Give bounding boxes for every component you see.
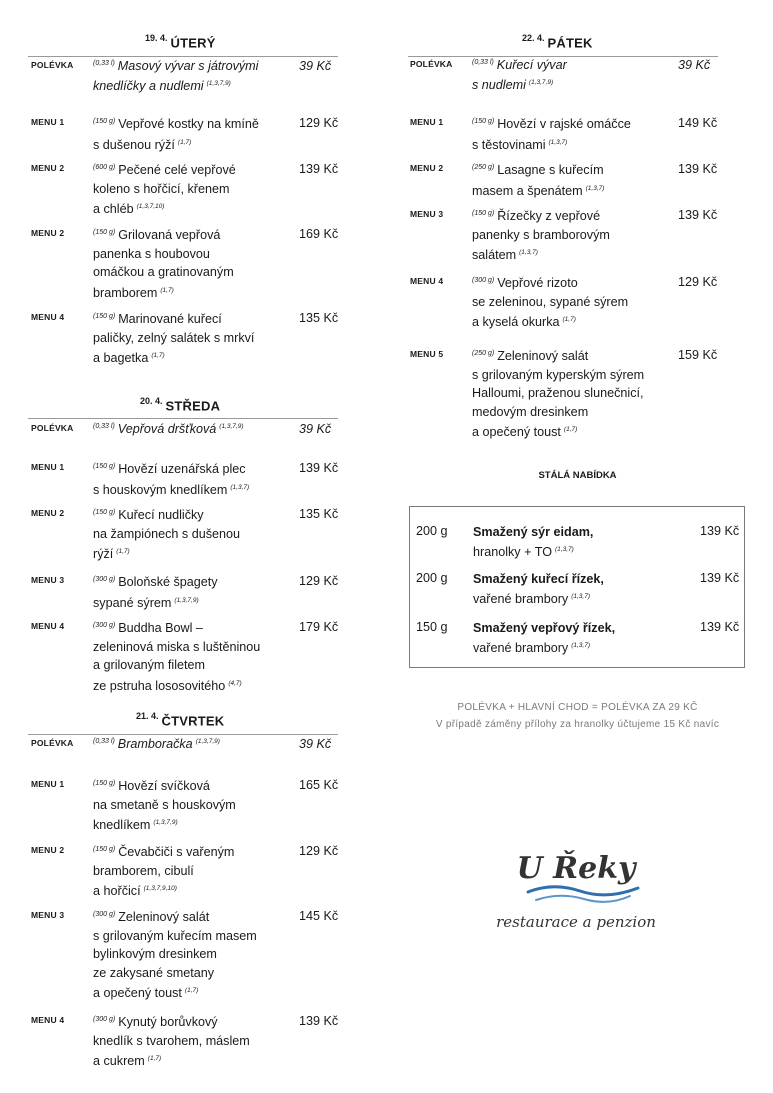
- allergen-codes: (1,3,7,9): [195, 738, 220, 745]
- dish-price: 39 Kč: [299, 59, 332, 73]
- dish-text-line: a kyselá okurka: [472, 315, 560, 330]
- menu-dish: [93, 571, 218, 612]
- allergen-codes: (1,3,7,9): [219, 423, 244, 430]
- dish-price: 169 Kč: [299, 227, 339, 241]
- dish-text-line: Marinované kuřecí: [118, 312, 222, 327]
- menu-label: MENU 1: [31, 462, 65, 472]
- soup-combo-note: POLÉVKA + HLAVNÍ CHOD = POLÉVKA ZA 29 KČ: [457, 702, 698, 713]
- dish-weight: (300 g): [93, 576, 116, 583]
- dish-weight: (250 g): [472, 350, 495, 357]
- allergen-codes: (1,3,7): [585, 184, 605, 192]
- allergen-codes: (1,7): [177, 138, 192, 146]
- restaurant-logo: [488, 838, 663, 938]
- dish-text-line: Řízečky z vepřové: [497, 209, 601, 224]
- soup-dish: [93, 55, 258, 95]
- dish-text-line: rýží: [93, 547, 114, 562]
- dish-weight: (0,33 l): [472, 59, 494, 66]
- dish-text-line: medovým dresinkem: [472, 404, 589, 419]
- dish-text-line: s nudlemi: [472, 78, 526, 93]
- day-heading: $^{21. 4.}$ ČTVRTEK: [136, 711, 225, 729]
- dish-text-line: Masový vývar s játrovými: [117, 59, 259, 74]
- dish-text-line: ze zakysané smetany: [93, 965, 215, 980]
- allergen-codes: (1,3,7,9): [153, 819, 178, 827]
- standing-item-weight: 200 g: [416, 524, 448, 538]
- menu-label: MENU 2: [410, 163, 444, 173]
- dish-text-line: a grilovaným filetem: [93, 658, 205, 673]
- dish-price: 139 Kč: [299, 162, 339, 176]
- menu-dish: [93, 159, 236, 219]
- dish-text-line: s grilovaným kyperským sýrem: [472, 367, 645, 382]
- menu-label: MENU 3: [410, 209, 444, 219]
- dish-text-line: Hovězí v rajské omáčce: [497, 117, 631, 132]
- dish-text-line: Kynutý borůvkový: [118, 1015, 218, 1030]
- menu-label: MENU 2: [31, 228, 65, 238]
- allergen-codes: (1,7): [160, 286, 174, 294]
- dish-text-line: s těstovinami: [472, 137, 546, 152]
- dish-weight: (0,33 l): [93, 60, 115, 67]
- dish-price: 139 Kč: [299, 461, 339, 475]
- dish-price: 139 Kč: [678, 162, 718, 176]
- allergen-codes: (1,3,7,9): [528, 79, 554, 87]
- dish-text-line: Vepřové rizoto: [497, 276, 578, 291]
- day-heading: $^{22. 4.}$ PÁTEK: [522, 33, 593, 51]
- logo-name: U Řeky: [516, 851, 636, 886]
- allergen-codes: (1,3,7): [230, 483, 250, 491]
- dish-text-line: ze pstruha lososovitého: [93, 678, 226, 693]
- dish-text-line: Hovězí uzenářská plec: [118, 462, 246, 477]
- allergen-codes: (1,7): [151, 352, 165, 360]
- dish-text-line: Čevabčiči s vařeným: [118, 845, 235, 860]
- dish-weight: (300 g): [472, 277, 495, 284]
- dish-text-line: Vepřová dršťková: [117, 422, 217, 437]
- menu-label: MENU 1: [31, 779, 65, 789]
- menu-dish: [93, 308, 254, 368]
- dish-weight: (150 g): [472, 210, 495, 217]
- allergen-codes: (1,3,7,9,10): [143, 885, 177, 893]
- menu-dish: [93, 113, 259, 154]
- dish-text-line: bramborem: [93, 285, 158, 300]
- dish-text-line: s dušenou rýží: [93, 137, 175, 152]
- dish-text-line: salátem: [472, 248, 517, 263]
- logo-subtitle: restaurace a penzion: [496, 913, 656, 931]
- menu-dish: [472, 205, 610, 265]
- dish-price: 129 Kč: [299, 574, 339, 588]
- dish-text-line: Bramboračka: [117, 737, 193, 752]
- dish-price: 135 Kč: [299, 507, 339, 521]
- dish-text-line: Hovězí svíčková: [118, 779, 210, 794]
- standing-item-price: 139 Kč: [700, 571, 740, 585]
- dish-weight: (300 g): [93, 911, 116, 918]
- dish-text-line: knedlík s tvarohem, máslem: [93, 1033, 250, 1048]
- dish-price: 129 Kč: [678, 275, 718, 289]
- dish-text-line: panenky s bramborovým: [472, 227, 610, 242]
- menu-dish: [93, 224, 234, 302]
- dish-price: 145 Kč: [299, 909, 339, 923]
- dish-weight: (150 g): [93, 313, 116, 320]
- dish-text-line: knedlíčky a nudlemi: [93, 79, 204, 94]
- dish-text-line: s grilovaným kuřecím masem: [93, 928, 257, 943]
- allergen-codes: (4,7): [228, 679, 242, 687]
- dish-text-line: Kuřecí nudličky: [118, 508, 204, 523]
- menu-label: MENU 2: [31, 163, 65, 173]
- standing-item-dish: Smažený vepřový řízek, vařené brambory $^{(1,3,7)}$: [473, 621, 616, 656]
- dish-weight: (150 g): [93, 846, 116, 853]
- menu-dish: [93, 775, 236, 835]
- dish-weight: (0,33 l): [93, 423, 115, 430]
- dish-price: 149 Kč: [678, 116, 718, 130]
- menu-label: MENU 4: [31, 1015, 65, 1025]
- dish-price: 179 Kč: [299, 620, 339, 634]
- dish-weight: (150 g): [93, 780, 116, 787]
- allergen-codes: (1,3,7): [519, 249, 538, 257]
- dish-text-line: a hořčicí: [93, 884, 141, 899]
- dish-text-line: Zeleninový salát: [497, 349, 589, 364]
- dish-price: 129 Kč: [299, 116, 339, 130]
- day-heading: $^{20. 4.}$ STŘEDA: [140, 396, 221, 414]
- dish-price: 165 Kč: [299, 778, 339, 792]
- standing-item-price: 139 Kč: [700, 524, 740, 538]
- dish-text-line: Kuřecí vývar: [496, 58, 567, 73]
- dish-price: 129 Kč: [299, 844, 339, 858]
- dish-price: 39 Kč: [299, 422, 332, 436]
- standing-item-weight: 200 g: [416, 571, 448, 585]
- allergen-codes: (1,3,7,9): [174, 596, 199, 604]
- menu-label: MENU 1: [410, 117, 444, 127]
- allergen-codes: (1,7): [184, 987, 199, 995]
- dish-text-line: zeleninová miska s luštěninou: [93, 639, 261, 654]
- menu-label: MENU 2: [31, 845, 65, 855]
- allergen-codes: (1,3,7,10): [136, 203, 165, 211]
- dish-text-line: Pečené celé vepřové: [118, 163, 236, 178]
- menu-dish: [93, 906, 257, 1003]
- dish-weight: (150 g): [93, 463, 116, 470]
- standing-item-dish: Smažený kuřecí řízek, vařené brambory $^{(1,3,7)}$: [473, 572, 604, 607]
- menu-dish: [472, 345, 644, 442]
- soup-label: POLÉVKA: [31, 60, 74, 70]
- menu-dish: [93, 617, 260, 695]
- dish-text-line: Buddha Bowl –: [118, 621, 203, 636]
- dish-text-line: Vepřové kostky na kmíně: [118, 117, 259, 132]
- soup-label: POLÉVKA: [31, 738, 74, 748]
- dish-price: 135 Kč: [299, 311, 339, 325]
- dish-price: 39 Kč: [678, 58, 711, 72]
- menu-label: MENU 3: [31, 575, 65, 585]
- dish-text-line: s houskovým knedlíkem: [93, 482, 228, 497]
- menu-dish: [93, 504, 240, 564]
- allergen-codes: (1,7): [147, 1055, 162, 1063]
- soup-dish: [93, 418, 244, 438]
- standing-item-weight: 150 g: [416, 620, 448, 634]
- dish-text-line: panenka s houbovou: [93, 246, 210, 261]
- dish-text-line: na žampiónech s dušenou: [93, 526, 241, 541]
- allergen-codes: (1,7): [116, 548, 130, 556]
- dish-price: 139 Kč: [678, 208, 718, 222]
- dish-text-line: a opečený toust: [472, 425, 561, 440]
- menu-label: MENU 4: [31, 312, 65, 322]
- menu-dish: [472, 159, 604, 200]
- menu-dish: [472, 272, 628, 332]
- dish-text-line: a opečený toust: [93, 986, 182, 1001]
- menu-dish: [93, 458, 249, 499]
- dish-text-line: a cukrem: [93, 1054, 145, 1069]
- allergen-codes: (1,3,7,9): [206, 80, 231, 88]
- dish-text-line: a bagetka: [93, 351, 149, 366]
- dish-text-line: Halloumi, praženou slunečnicí,: [472, 386, 644, 401]
- soup-dish: [93, 733, 220, 753]
- dish-text-line: a chléb: [93, 202, 134, 217]
- menu-label: MENU 2: [31, 508, 65, 518]
- dish-weight: (300 g): [93, 1016, 116, 1023]
- soup-dish: [472, 54, 567, 94]
- allergen-codes: (1,7): [562, 316, 576, 324]
- menu-label: MENU 5: [410, 349, 444, 359]
- dish-price: 39 Kč: [299, 737, 332, 751]
- dish-text-line: masem a špenátem: [472, 183, 583, 198]
- menu-label: MENU 4: [31, 621, 65, 631]
- dish-weight: (300 g): [93, 622, 116, 629]
- menu-dish: [93, 1011, 250, 1071]
- dish-text-line: Boloňské špagety: [118, 575, 218, 590]
- dish-text-line: bylinkovým dresinkem: [93, 947, 217, 962]
- soup-label: POLÉVKA: [410, 59, 453, 69]
- standing-menu-title: STÁLÁ NABÍDKA: [538, 470, 617, 481]
- allergen-codes: (1,7): [563, 426, 578, 434]
- menu-label: MENU 4: [410, 276, 444, 286]
- dish-weight: (600 g): [93, 164, 116, 171]
- dish-text-line: Zeleninový salát: [118, 910, 210, 925]
- soup-label: POLÉVKA: [31, 423, 74, 433]
- dish-text-line: na smetaně s houskovým: [93, 797, 236, 812]
- dish-weight: (150 g): [472, 118, 495, 125]
- standing-item-dish: Smažený sýr eidam, hranolky + TO $^{(1,3,7)}$: [473, 525, 594, 560]
- menu-label: MENU 3: [31, 910, 65, 920]
- wave-icon: [536, 896, 630, 902]
- menu-dish: [93, 841, 234, 901]
- dish-weight: (250 g): [472, 164, 495, 171]
- dish-price: 139 Kč: [299, 1014, 339, 1028]
- dish-text-line: koleno s hořčicí, křenem: [93, 181, 230, 196]
- dish-text-line: Grilovaná vepřová: [118, 228, 221, 243]
- dish-text-line: bramborem, cibulí: [93, 863, 194, 878]
- dish-text-line: sypané sýrem: [93, 595, 172, 610]
- wave-icon: [528, 887, 638, 895]
- menu-dish: [472, 113, 631, 154]
- day-heading: $^{19. 4.}$ ÚTERÝ: [145, 33, 216, 51]
- dish-price: 159 Kč: [678, 348, 718, 362]
- dish-weight: (0,33 l): [93, 738, 115, 745]
- dish-text-line: se zeleninou, sypané sýrem: [472, 294, 629, 309]
- dish-weight: (150 g): [93, 229, 116, 236]
- dish-text-line: omáčkou a gratinovaným: [93, 265, 234, 280]
- dish-weight: (150 g): [93, 118, 116, 125]
- menu-label: MENU 1: [31, 117, 65, 127]
- dish-text-line: Lasagne s kuřecím: [497, 163, 604, 178]
- dish-text-line: knedlíkem: [93, 818, 151, 833]
- side-swap-note: V případě záměny přílohy za hranolky účtujeme 15 Kč navíc: [435, 719, 720, 730]
- dish-text-line: paličky, zelný salátek s mrkví: [93, 330, 255, 345]
- allergen-codes: (1,3,7): [548, 138, 568, 146]
- dish-weight: (150 g): [93, 509, 116, 516]
- standing-item-price: 139 Kč: [700, 620, 740, 634]
